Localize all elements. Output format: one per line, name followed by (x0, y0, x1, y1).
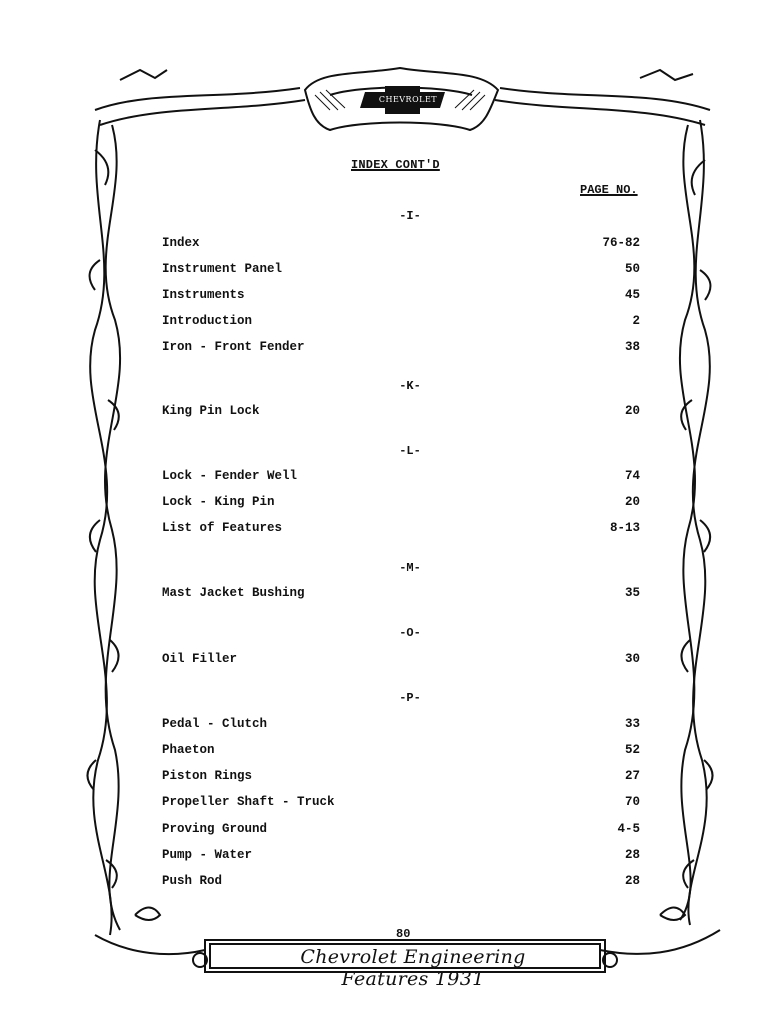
entry-label: Oil Filler (162, 652, 238, 666)
index-entry (162, 236, 640, 250)
page-number-column-header: PAGE NO. (580, 183, 638, 197)
section-letter-o: -O- (399, 626, 421, 640)
entry-page: 52 (624, 743, 640, 757)
page-title: INDEX CONT'D (351, 158, 440, 172)
entry-page: 2 (632, 314, 640, 328)
entry-page: 27 (624, 769, 640, 783)
index-entry (162, 769, 640, 783)
entry-label: Iron - Front Fender (162, 340, 305, 354)
index-entry (162, 288, 640, 302)
index-entry (162, 404, 640, 418)
index-entry (162, 469, 640, 483)
index-entry (162, 495, 640, 509)
entry-label: Lock - Fender Well (162, 469, 298, 483)
entry-page: 20 (624, 404, 640, 418)
entry-label: List of Features (162, 521, 283, 535)
index-entry (162, 717, 640, 731)
entry-page: 8-13 (609, 521, 640, 535)
footer-banner: Chevrolet Engineering Features 1931 (300, 946, 526, 990)
entry-page: 76-82 (602, 236, 640, 250)
index-entry (162, 586, 640, 600)
entry-label: Phaeton (162, 743, 215, 757)
entry-label: Piston Rings (162, 769, 253, 783)
entry-page: 28 (624, 874, 640, 888)
index-entry (162, 822, 640, 836)
entry-page: 50 (624, 262, 640, 276)
entry-label: Lock - King Pin (162, 495, 275, 509)
entry-label: Mast Jacket Bushing (162, 586, 305, 600)
entry-page: 4-5 (617, 822, 640, 836)
entry-label: Pedal - Clutch (162, 717, 268, 731)
section-letter-k: -K- (399, 379, 421, 393)
index-entry (162, 743, 640, 757)
entry-label: King Pin Lock (162, 404, 260, 418)
index-entry (162, 652, 640, 666)
page-number: 80 (396, 927, 411, 941)
entry-label: Pump - Water (162, 848, 253, 862)
entry-page: 45 (624, 288, 640, 302)
section-letter-m: -M- (399, 561, 421, 575)
entry-label: Instrument Panel (162, 262, 283, 276)
entry-label: Proving Ground (162, 822, 268, 836)
entry-page: 70 (624, 795, 640, 809)
index-entry (162, 795, 640, 809)
index-entry (162, 874, 640, 888)
entry-page: 33 (624, 717, 640, 731)
entry-page: 20 (624, 495, 640, 509)
entry-page: 28 (624, 848, 640, 862)
section-letter-i: -I- (399, 209, 421, 223)
index-entry (162, 262, 640, 276)
entry-page: 74 (624, 469, 640, 483)
index-entry (162, 848, 640, 862)
section-letter-p: -P- (399, 691, 421, 705)
section-letter-l: -L- (399, 444, 421, 458)
entry-label: Propeller Shaft - Truck (162, 795, 335, 809)
index-entry (162, 314, 640, 328)
entry-page: 38 (624, 340, 640, 354)
entry-label: Push Rod (162, 874, 223, 888)
entry-label: Index (162, 236, 200, 250)
entry-page: 30 (624, 652, 640, 666)
entry-label: Introduction (162, 314, 253, 328)
chevrolet-emblem: CHEVROLET (378, 95, 438, 104)
index-entry (162, 521, 640, 535)
index-entry (162, 340, 640, 354)
entry-page: 35 (624, 586, 640, 600)
entry-label: Instruments (162, 288, 245, 302)
